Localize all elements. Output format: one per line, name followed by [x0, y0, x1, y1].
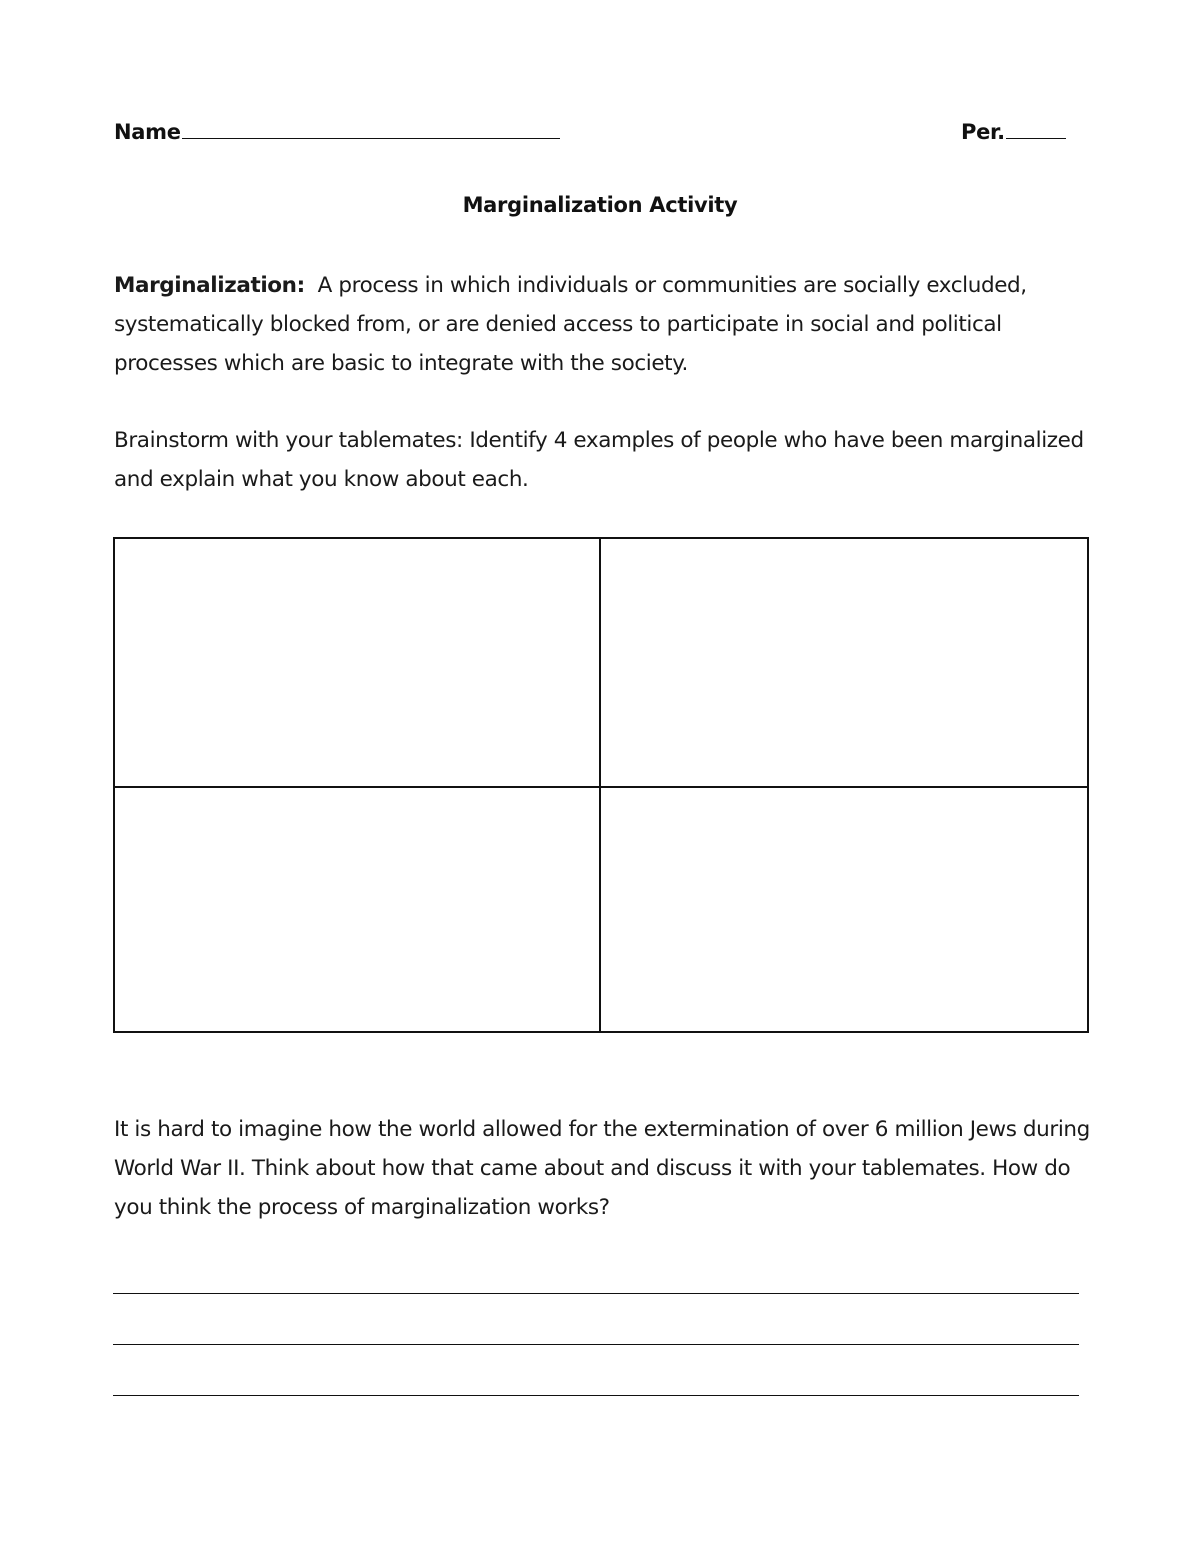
page-title: Marginalization Activity	[462, 193, 738, 217]
brainstorm-instructions: Brainstorm with your tablemates: Identify 4 examples of people who have been marginalized and explain what you know about each.	[114, 428, 1084, 492]
example-box-3[interactable]	[115, 788, 601, 1031]
period-blank-line[interactable]	[1006, 116, 1066, 139]
definition-term: Marginalization:	[114, 273, 305, 298]
period-label: Per.	[961, 120, 1005, 144]
discussion-question: It is hard to imagine how the world allowed for the extermination of over 6 million Jews during World War II. Think about how that came about and discuss it with your tablemates. How do you think the process of marginalization works?	[114, 1117, 1090, 1220]
name-field	[114, 116, 560, 144]
answer-line[interactable]	[113, 1395, 1079, 1396]
name-label: Name	[114, 120, 181, 144]
definition-paragraph	[114, 266, 1104, 383]
example-box-4[interactable]	[601, 788, 1087, 1031]
examples-grid	[113, 537, 1089, 1033]
example-box-1[interactable]	[115, 539, 601, 788]
header-row	[114, 116, 1064, 150]
definition-text: A process in which individuals or communities are socially excluded, systematically blocked from, or are denied access to participate in social and political processes which are basic to integrate with the society.	[114, 273, 1027, 376]
period-field	[961, 116, 1066, 144]
answer-line[interactable]	[113, 1293, 1079, 1294]
name-blank-line[interactable]	[182, 116, 560, 139]
example-box-2[interactable]	[601, 539, 1087, 788]
answer-line[interactable]	[113, 1344, 1079, 1345]
